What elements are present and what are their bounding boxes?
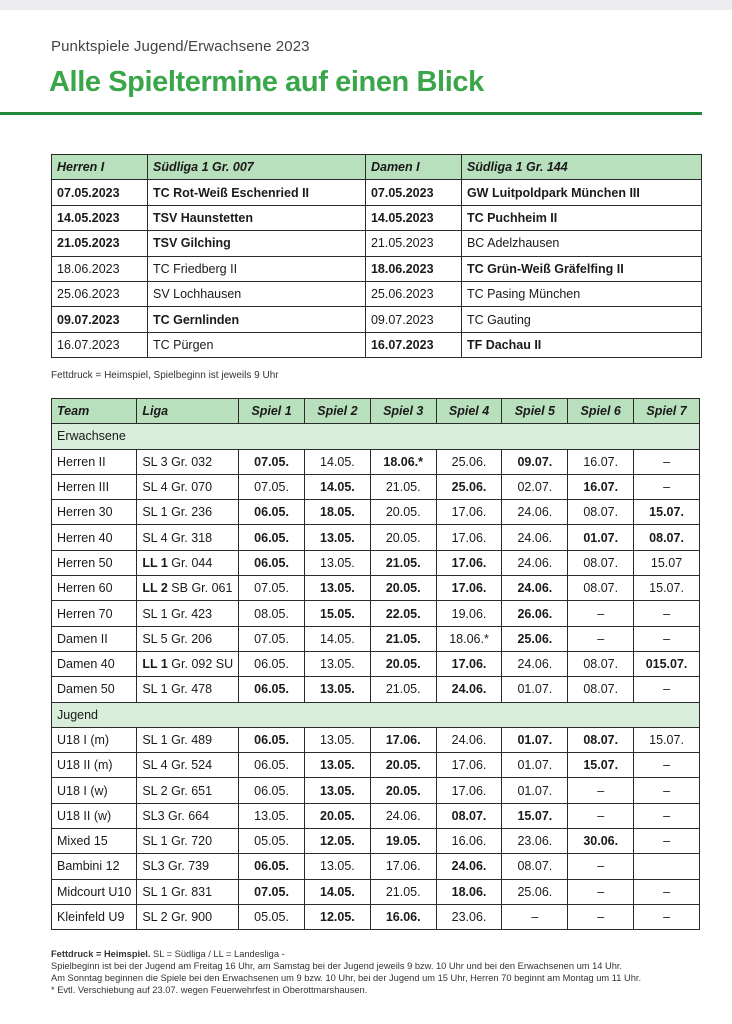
liga-text: SL 3 Gr. 032 — [142, 454, 213, 469]
team-cell: Damen 40 — [52, 651, 137, 676]
spiel-date-cell: – — [634, 778, 700, 803]
column-header: Liga — [137, 399, 239, 424]
spiel-date-cell: 05.05. — [239, 829, 305, 854]
spiel-date-cell: 16.06. — [436, 829, 502, 854]
spiel-date-cell: 08.07. — [568, 677, 634, 702]
spiel-date-cell: – — [634, 803, 700, 828]
spiel-date-cell: 15.07 — [634, 550, 700, 575]
table-row — [52, 753, 700, 778]
schedule-table-all-teams — [51, 398, 700, 930]
liga-text: SL 1 Gr. 489 — [142, 733, 213, 747]
liga-text: SL 5 Gr. 206 — [142, 631, 213, 646]
spiel-date-cell: – — [634, 449, 700, 474]
table-row — [52, 307, 702, 332]
spiel-date-cell: 18.06.* — [436, 626, 502, 651]
section-label: Erwachsene — [52, 424, 700, 449]
table-cell: 09.07.2023 — [52, 307, 148, 332]
column-header: Spiel 5 — [502, 399, 568, 424]
spiel-date-cell: 24.06. — [502, 500, 568, 525]
footnotes — [51, 948, 701, 996]
table-row — [52, 550, 700, 575]
liga-text: SL 2 Gr. 900 — [142, 910, 213, 925]
spiel-date-cell: 08.05. — [239, 601, 305, 626]
table-cell: BC Adelzhausen — [461, 231, 701, 256]
spiel-date-cell: 13.05. — [304, 525, 370, 550]
spiel-date-cell: 08.07. — [634, 525, 700, 550]
table-cell: TC Gauting — [461, 307, 701, 332]
spiel-date-cell: 07.05. — [239, 626, 305, 651]
spiel-date-cell: 13.05. — [304, 550, 370, 575]
column-header: Südliga 1 Gr. 007 — [147, 155, 365, 180]
spiel-date-cell: 17.06. — [436, 651, 502, 676]
liga-text: SL3 Gr. 664 — [142, 808, 210, 823]
table-row — [52, 727, 700, 752]
table-row — [52, 180, 702, 205]
table-cell: TSV Gilching — [147, 231, 365, 256]
table-cell: TC Puchheim II — [461, 205, 701, 230]
table-row — [52, 854, 700, 879]
table-row — [52, 332, 702, 357]
column-header: Herren I — [52, 155, 148, 180]
spiel-date-cell: 08.07. — [568, 727, 634, 752]
table-cell: 07.05.2023 — [52, 180, 148, 205]
spiel-date-cell: 06.05. — [239, 727, 305, 752]
table-row — [52, 525, 700, 550]
spiel-date-cell: 06.05. — [239, 778, 305, 803]
liga-cell — [137, 449, 239, 474]
spiel-date-cell: 24.06. — [436, 727, 502, 752]
table-cell: 14.05.2023 — [52, 205, 148, 230]
spiel-date-cell: 20.05. — [370, 753, 436, 778]
spiel-date-cell: 17.06. — [370, 727, 436, 752]
liga-text: SL3 Gr. 739 — [142, 859, 210, 874]
spiel-date-cell: – — [634, 904, 700, 929]
spiel-date-cell: – — [634, 601, 700, 626]
liga-prefix: LL 2 — [142, 581, 168, 596]
column-header: Damen I — [365, 155, 461, 180]
spiel-date-cell: – — [634, 753, 700, 778]
spiel-date-cell: 21.05. — [370, 626, 436, 651]
table-cell: TC Pasing München — [461, 281, 701, 306]
table-cell: 14.05.2023 — [365, 205, 461, 230]
spiel-date-cell: 20.05. — [370, 576, 436, 601]
spiel-date-cell: 13.05. — [239, 803, 305, 828]
team-cell: Herren 30 — [52, 500, 137, 525]
column-header: Spiel 4 — [436, 399, 502, 424]
table-cell: 18.06.2023 — [365, 256, 461, 281]
spiel-date-cell: 08.07. — [568, 576, 634, 601]
spiel-date-cell: 07.05. — [239, 474, 305, 499]
spiel-date-cell: – — [634, 677, 700, 702]
liga-cell — [137, 829, 239, 854]
spiel-date-cell: 18.06. — [436, 879, 502, 904]
table-row — [52, 677, 700, 702]
spiel-date-cell: 08.07. — [568, 550, 634, 575]
liga-prefix: LL 1 — [142, 657, 168, 672]
liga-text: SL 1 Gr. 236 — [142, 505, 213, 520]
liga-cell — [137, 550, 239, 575]
spiel-date-cell: – — [568, 778, 634, 803]
spiel-date-cell: 06.05. — [239, 651, 305, 676]
team-cell: Herren III — [52, 474, 137, 499]
spiel-date-cell: 24.06. — [502, 651, 568, 676]
liga-text: SL 4 Gr. 070 — [142, 480, 213, 495]
column-header: Spiel 6 — [568, 399, 634, 424]
spiel-date-cell: 17.06. — [436, 500, 502, 525]
spiel-date-cell: 21.05. — [370, 474, 436, 499]
table-cell: SV Lochhausen — [147, 281, 365, 306]
spiel-date-cell: 26.06. — [502, 601, 568, 626]
table-row — [52, 904, 700, 929]
footnote-line-2: Spielbeginn ist bei der Jugend am Freitag 16 Uhr, am Samstag bei der Jugend jeweils 9 bzw. 10 Uhr und bei den Erwachsenen um 14 Uhr. — [51, 961, 623, 971]
spiel-date-cell: 01.07. — [502, 753, 568, 778]
liga-text: SL 1 Gr. 423 — [142, 606, 213, 621]
table-cell: TC Rot-Weiß Eschenried II — [147, 180, 365, 205]
table-row — [52, 879, 700, 904]
spiel-date-cell: 12.05. — [304, 904, 370, 929]
liga-cell — [137, 854, 239, 879]
table-row — [52, 829, 700, 854]
spiel-date-cell: 14.05. — [304, 626, 370, 651]
spiel-date-cell: 015.07. — [634, 651, 700, 676]
spiel-date-cell: 06.05. — [239, 500, 305, 525]
spiel-date-cell: – — [634, 474, 700, 499]
table-cell: 16.07.2023 — [365, 332, 461, 357]
spiel-date-cell: 17.06. — [436, 778, 502, 803]
spiel-date-cell: 01.07. — [502, 677, 568, 702]
column-header: Spiel 1 — [239, 399, 305, 424]
section-label: Jugend — [52, 702, 700, 727]
spiel-date-cell: 06.05. — [239, 753, 305, 778]
spiel-date-cell: 19.06. — [436, 601, 502, 626]
footnote-rest: SL = Südliga / LL = Landesliga - — [150, 949, 285, 959]
schedule-table-herren-damen-i — [51, 154, 702, 358]
spiel-date-cell: 01.07. — [568, 525, 634, 550]
liga-text: SL 4 Gr. 524 — [142, 758, 213, 773]
liga-cell — [137, 525, 239, 550]
liga-cell — [137, 500, 239, 525]
liga-cell — [137, 753, 239, 778]
team-cell: Bambini 12 — [52, 854, 137, 879]
spiel-date-cell: – — [568, 626, 634, 651]
liga-text: SL 1 Gr. 478 — [142, 682, 213, 697]
liga-text: SB Gr. 061 — [167, 581, 233, 596]
table-cell: TC Grün-Weiß Gräfelfing II — [461, 256, 701, 281]
spiel-date-cell: 15.07. — [502, 803, 568, 828]
column-header: Spiel 3 — [370, 399, 436, 424]
table-cell: 21.05.2023 — [365, 231, 461, 256]
spiel-date-cell: 18.05. — [304, 500, 370, 525]
table-row — [52, 651, 700, 676]
column-header: Team — [52, 399, 137, 424]
spiel-date-cell: 13.05. — [304, 651, 370, 676]
section-row — [52, 702, 700, 727]
liga-text: SL 1 Gr. 831 — [142, 884, 213, 899]
spiel-date-cell: 13.05. — [304, 854, 370, 879]
spiel-date-cell: 15.07. — [634, 727, 700, 752]
liga-text: Gr. 092 SU — [167, 657, 234, 672]
spiel-date-cell: – — [568, 879, 634, 904]
team-cell: Mixed 15 — [52, 829, 137, 854]
table-row — [52, 803, 700, 828]
team-cell: Kleinfeld U9 — [52, 904, 137, 929]
table-row — [52, 601, 700, 626]
spiel-date-cell: 20.05. — [304, 803, 370, 828]
spiel-date-cell: 21.05. — [370, 677, 436, 702]
table-cell: 18.06.2023 — [52, 256, 148, 281]
spiel-date-cell: 15.07. — [634, 500, 700, 525]
spiel-date-cell: 19.05. — [370, 829, 436, 854]
footnote-line-4: * Evtl. Verschiebung auf 23.07. wegen Feuerwehrfest in Oberottmarshausen. — [51, 985, 368, 995]
table-cell: 09.07.2023 — [365, 307, 461, 332]
title-divider — [0, 112, 702, 115]
top-bar — [0, 0, 732, 10]
spiel-date-cell: 07.05. — [239, 879, 305, 904]
spiel-date-cell: 20.05. — [370, 500, 436, 525]
spiel-date-cell: 14.05. — [304, 879, 370, 904]
spiel-date-cell: 24.06. — [502, 525, 568, 550]
spiel-date-cell: – — [568, 601, 634, 626]
table-row — [52, 778, 700, 803]
table-row — [52, 626, 700, 651]
spiel-date-cell: 17.06. — [436, 753, 502, 778]
spiel-date-cell: 15.05. — [304, 601, 370, 626]
spiel-date-cell: 22.05. — [370, 601, 436, 626]
spiel-date-cell: 16.07. — [568, 449, 634, 474]
note-heimspiel: Fettdruck = Heimspiel, Spielbeginn ist jeweils 9 Uhr — [51, 370, 279, 381]
spiel-date-cell: 06.05. — [239, 550, 305, 575]
spiel-date-cell: 25.06. — [436, 449, 502, 474]
spiel-date-cell: 24.06. — [502, 576, 568, 601]
spiel-date-cell: 15.07. — [568, 753, 634, 778]
spiel-date-cell: 21.05. — [370, 879, 436, 904]
footnote-line-3: Am Sonntag beginnen die Spiele bei den Erwachsenen um 9 bzw. 10 Uhr, bei der Jugend um 15 Uhr, Herren 70 beginnt am Montag um 11 Uhr. — [51, 973, 642, 983]
spiel-date-cell: 30.06. — [568, 829, 634, 854]
spiel-date-cell: – — [502, 904, 568, 929]
spiel-date-cell: 07.05. — [239, 449, 305, 474]
spiel-date-cell: 16.07. — [568, 474, 634, 499]
table-row — [52, 281, 702, 306]
spiel-date-cell: 13.05. — [304, 727, 370, 752]
team-cell: Herren 60 — [52, 576, 137, 601]
table-cell: 21.05.2023 — [52, 231, 148, 256]
liga-cell — [137, 727, 239, 752]
table-cell: TC Friedberg II — [147, 256, 365, 281]
spiel-date-cell: 01.07. — [502, 778, 568, 803]
table-row — [52, 205, 702, 230]
liga-cell — [137, 677, 239, 702]
liga-cell — [137, 803, 239, 828]
spiel-date-cell: 24.06. — [502, 550, 568, 575]
table-cell: TF Dachau II — [461, 332, 701, 357]
spiel-date-cell: 14.05. — [304, 474, 370, 499]
spiel-date-cell: 20.05. — [370, 778, 436, 803]
spiel-date-cell: – — [568, 803, 634, 828]
team-cell: Herren 40 — [52, 525, 137, 550]
spiel-date-cell: 20.05. — [370, 651, 436, 676]
spiel-date-cell: 25.06. — [502, 879, 568, 904]
table-cell: 07.05.2023 — [365, 180, 461, 205]
table-cell: 25.06.2023 — [52, 281, 148, 306]
spiel-date-cell: 17.06. — [436, 576, 502, 601]
spiel-date-cell: 08.07. — [436, 803, 502, 828]
spiel-date-cell: 24.06. — [436, 677, 502, 702]
spiel-date-cell: 08.07. — [568, 500, 634, 525]
spiel-date-cell: 17.06. — [436, 550, 502, 575]
spiel-date-cell: 16.06. — [370, 904, 436, 929]
table-cell: 25.06.2023 — [365, 281, 461, 306]
page-subtitle: Punktspiele Jugend/Erwachsene 2023 — [51, 38, 310, 55]
spiel-date-cell: 13.05. — [304, 576, 370, 601]
spiel-date-cell: 14.05. — [304, 449, 370, 474]
table-row — [52, 576, 700, 601]
spiel-date-cell: 15.07. — [634, 576, 700, 601]
table-row — [52, 231, 702, 256]
spiel-date-cell: 06.05. — [239, 854, 305, 879]
liga-cell — [137, 474, 239, 499]
liga-text: SL 1 Gr. 720 — [142, 834, 213, 849]
section-row — [52, 424, 700, 449]
team-cell: Herren 70 — [52, 601, 137, 626]
liga-text: SL 2 Gr. 651 — [142, 783, 213, 798]
table-cell: TC Pürgen — [147, 332, 365, 357]
team-cell: U18 I (w) — [52, 778, 137, 803]
table-cell: TC Gernlinden — [147, 307, 365, 332]
table-row — [52, 500, 700, 525]
spiel-date-cell: 06.05. — [239, 525, 305, 550]
spiel-date-cell: – — [634, 626, 700, 651]
column-header: Spiel 7 — [634, 399, 700, 424]
spiel-date-cell: 23.06. — [502, 829, 568, 854]
spiel-date-cell: – — [634, 829, 700, 854]
table-header-row — [52, 399, 700, 424]
column-header: Spiel 2 — [304, 399, 370, 424]
page-title: Alle Spieltermine auf einen Blick — [49, 66, 484, 98]
spiel-date-cell: 13.05. — [304, 753, 370, 778]
spiel-date-cell: 21.05. — [370, 550, 436, 575]
spiel-date-cell — [634, 854, 700, 879]
spiel-date-cell: 25.06. — [502, 626, 568, 651]
spiel-date-cell: 05.05. — [239, 904, 305, 929]
spiel-date-cell: 23.06. — [436, 904, 502, 929]
team-cell: U18 II (m) — [52, 753, 137, 778]
table-header-row — [52, 155, 702, 180]
table-row — [52, 474, 700, 499]
team-cell: U18 II (w) — [52, 803, 137, 828]
spiel-date-cell: 13.05. — [304, 778, 370, 803]
liga-cell — [137, 576, 239, 601]
spiel-date-cell: 07.05. — [239, 576, 305, 601]
spiel-date-cell: 13.05. — [304, 677, 370, 702]
liga-cell — [137, 778, 239, 803]
spiel-date-cell: 08.07. — [502, 854, 568, 879]
table-row — [52, 449, 700, 474]
spiel-date-cell: – — [568, 854, 634, 879]
spiel-date-cell: 17.06. — [370, 854, 436, 879]
spiel-date-cell: 09.07. — [502, 449, 568, 474]
footnote-line-1 — [51, 948, 701, 960]
spiel-date-cell: 08.07. — [568, 651, 634, 676]
liga-text: SL 4 Gr. 318 — [142, 530, 213, 545]
table-cell: TSV Haunstetten — [147, 205, 365, 230]
team-cell: Damen II — [52, 626, 137, 651]
footnote-bold: Fettdruck = Heimspiel. — [51, 949, 151, 959]
liga-cell — [137, 651, 239, 676]
spiel-date-cell: 20.05. — [370, 525, 436, 550]
liga-cell — [137, 879, 239, 904]
spiel-date-cell: 01.07. — [502, 727, 568, 752]
spiel-date-cell: 24.06. — [436, 854, 502, 879]
team-cell: Herren 50 — [52, 550, 137, 575]
liga-text: Gr. 044 — [167, 555, 213, 570]
spiel-date-cell: 18.06.* — [370, 449, 436, 474]
team-cell: Midcourt U10 — [52, 879, 137, 904]
liga-prefix: LL 1 — [142, 555, 168, 570]
spiel-date-cell: 06.05. — [239, 677, 305, 702]
liga-cell — [137, 904, 239, 929]
team-cell: Damen 50 — [52, 677, 137, 702]
table-cell: 16.07.2023 — [52, 332, 148, 357]
liga-cell — [137, 601, 239, 626]
table-cell: GW Luitpoldpark München III — [461, 180, 701, 205]
spiel-date-cell: 25.06. — [436, 474, 502, 499]
spiel-date-cell: 12.05. — [304, 829, 370, 854]
spiel-date-cell: – — [634, 879, 700, 904]
spiel-date-cell: – — [568, 904, 634, 929]
team-cell: Herren II — [52, 449, 137, 474]
spiel-date-cell: 24.06. — [370, 803, 436, 828]
liga-cell — [137, 626, 239, 651]
spiel-date-cell: 17.06. — [436, 525, 502, 550]
team-cell: U18 I (m) — [52, 727, 137, 752]
table-row — [52, 256, 702, 281]
spiel-date-cell: 02.07. — [502, 474, 568, 499]
column-header: Südliga 1 Gr. 144 — [461, 155, 701, 180]
